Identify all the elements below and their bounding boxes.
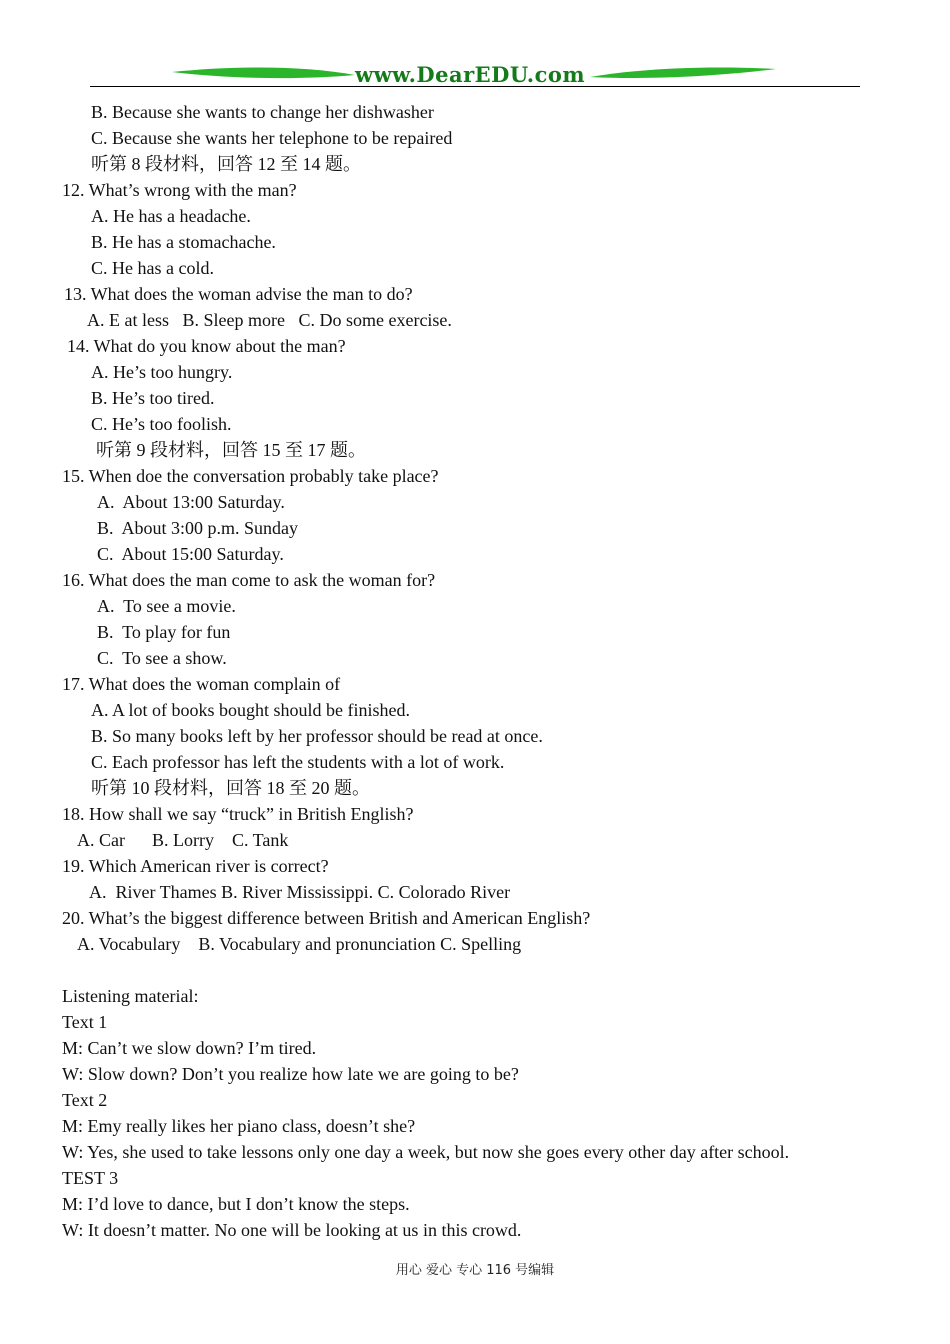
transcript-label: Text 2 <box>62 1090 108 1110</box>
transcript-line: W: Yes, she used to take lessons only one day a week, but now she goes every other day after school. <box>62 1142 790 1162</box>
answer-option: A. A lot of books bought should be finished. <box>91 700 410 720</box>
page-footer: 用心 爱心 专心 116 号编辑 <box>395 1263 555 1278</box>
answer-option: C. About 15:00 Saturday. <box>97 544 284 564</box>
header-divider <box>90 86 860 87</box>
transcript-line: W: It doesn’t matter. No one will be looking at us in this crowd. <box>62 1220 522 1240</box>
answer-option: C. To see a show. <box>97 648 227 668</box>
transcript-line: M: Emy really likes her piano class, doesn’t she? <box>62 1116 416 1136</box>
transcript-line: M: I’d love to dance, but I don’t know the steps. <box>62 1194 410 1214</box>
answer-option: C. Each professor has left the students with a lot of work. <box>91 752 505 772</box>
answer-option: A. To see a movie. <box>97 596 236 616</box>
section-instruction: 听第 10 段材料，回答 18 至 20 题。 <box>91 778 370 798</box>
question: 17. What does the woman complain of <box>62 674 341 694</box>
site-logo: www.DearEDU.com <box>355 62 586 87</box>
question: 13. What does the woman advise the man to do? <box>64 284 413 304</box>
question: 19. Which American river is correct? <box>62 856 329 876</box>
answer-option: B. He has a stomachache. <box>91 232 276 252</box>
answer-option: C. He’s too foolish. <box>91 414 232 434</box>
answer-options-inline: A. E at less B. Sleep more C. Do some exercise. <box>87 310 452 330</box>
section-heading: Listening material: <box>62 986 199 1006</box>
answer-option: B. He’s too tired. <box>91 388 215 408</box>
answer-options-inline: A. Vocabulary B. Vocabulary and pronunciation C. Spelling <box>77 934 522 954</box>
answer-option: B. Because she wants to change her dishwasher <box>91 102 434 122</box>
answer-option: C. Because she wants her telephone to be repaired <box>91 128 453 148</box>
question: 12. What’s wrong with the man? <box>62 180 297 200</box>
answer-option: A. He’s too hungry. <box>91 362 233 382</box>
question: 18. How shall we say “truck” in British English? <box>62 804 414 824</box>
transcript-line: M: Can’t we slow down? I’m tired. <box>62 1038 317 1058</box>
answer-option: A. He has a headache. <box>91 206 251 226</box>
question: 16. What does the man come to ask the woman for? <box>62 570 436 590</box>
section-instruction: 听第 8 段材料，回答 12 至 14 题。 <box>91 154 361 174</box>
answer-option: A. About 13:00 Saturday. <box>97 492 285 512</box>
transcript-label: TEST 3 <box>62 1168 119 1188</box>
transcript-label: Text 1 <box>62 1012 108 1032</box>
answer-option: B. So many books left by her professor should be read at once. <box>91 726 543 746</box>
answer-options-inline: A. Car B. Lorry C. Tank <box>77 830 289 850</box>
question: 20. What’s the biggest difference between British and American English? <box>62 908 591 928</box>
question: 15. When doe the conversation probably take place? <box>62 466 439 486</box>
answer-options-inline: A. River Thames B. River Mississippi. C. Colorado River <box>89 882 511 902</box>
answer-option: B. About 3:00 p.m. Sunday <box>97 518 299 538</box>
question: 14. What do you know about the man? <box>67 336 346 356</box>
answer-option: B. To play for fun <box>97 622 231 642</box>
section-instruction: 听第 9 段材料，回答 15 至 17 题。 <box>96 440 366 460</box>
transcript-line: W: Slow down? Don’t you realize how late we are going to be? <box>62 1064 519 1084</box>
answer-option: C. He has a cold. <box>91 258 214 278</box>
page-header <box>0 0 950 100</box>
